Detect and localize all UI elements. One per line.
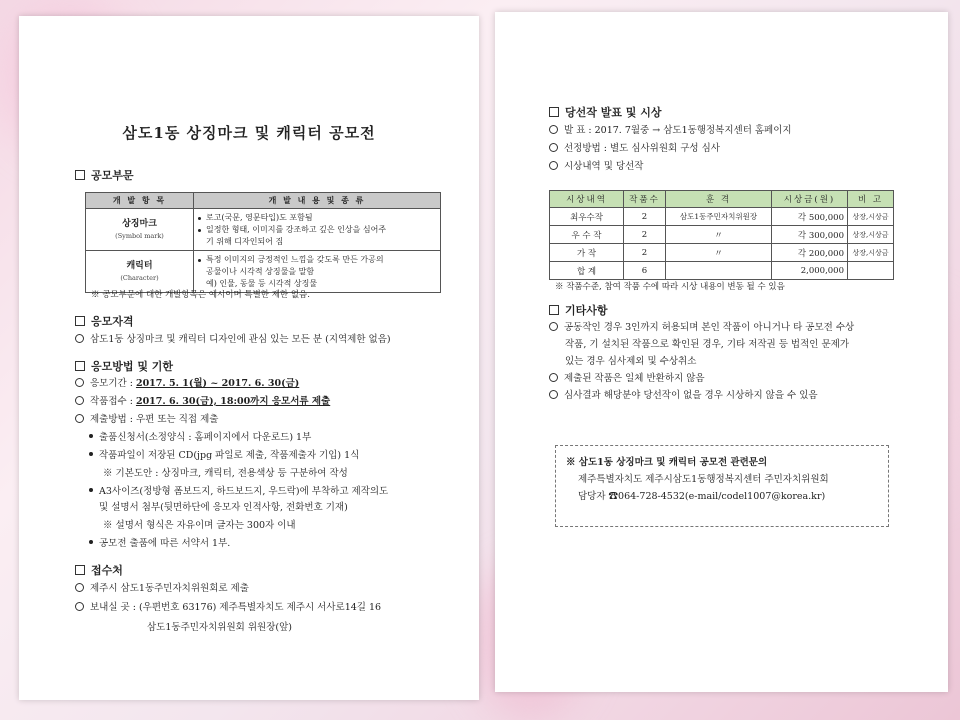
category-table	[85, 192, 441, 293]
section-header: 공모부문	[75, 167, 134, 183]
table-row: 캐릭터 (Character) 특정 이미지의 긍정적인 느낌을 갖도록 만든 가공의 공물이나 시각적 상징물을 말함 예) 인물, 동물 등 시각적 상징물	[86, 251, 441, 293]
contact-org: 제주특별자치도 제주시삼도1동행정복지센터 주민자치위원회	[578, 474, 829, 485]
table-header: 시상금(원)	[772, 191, 848, 208]
circle-bullet-icon	[75, 583, 84, 592]
note-text: ※ 작품수준, 참여 작품 수에 따라 시상 내용이 변동 될 수 있음	[555, 282, 785, 292]
circle-bullet-icon	[549, 322, 558, 331]
list-item: 삼도1동 상징마크 및 캐릭터 디자인에 관심 있는 모든 분 (지역제한 없음)	[75, 333, 391, 347]
list-item-continuation: 및 설명서 첨부(뒷면하단에 응모자 인적사항, 전화번호 기재)	[99, 502, 348, 513]
table-header: 훈 격	[666, 191, 772, 208]
list-item: 제출방법 : 우편 또는 직접 제출	[75, 413, 218, 427]
circle-bullet-icon	[549, 373, 558, 382]
circle-bullet-icon	[75, 602, 84, 611]
list-item: 제주시 삼도1동주민자치위원회로 제출	[75, 582, 249, 596]
section-header: 응모자격	[75, 313, 134, 329]
section-header: 당선작 발표 및 시상	[549, 104, 662, 120]
note-text: ※ 공모부문에 대한 개발항목은 예시이며 특별한 제한 없음.	[91, 290, 310, 300]
list-item-continuation: 작품, 기 설치된 작품으로 확인된 경우, 기타 저작권 등 법적인 문제가	[565, 339, 850, 350]
table-row: 합 계 6 2,000,000	[550, 262, 894, 280]
right-document-page	[495, 12, 948, 692]
square-bullet-icon	[75, 565, 85, 575]
contact-phone: 담당자 ☎064-728-4532(e-mail/codel1007@korea.kr)	[578, 491, 826, 502]
table-row: 상징마크 (Symbol mark) 로고(국문, 영문타입)도 포함됨 일정한 형태, 이미지를 강조하고 깊은 인상을 심어주 기 위해 디자인되어 짐	[86, 209, 441, 251]
dot-bullet-icon	[89, 540, 93, 544]
circle-bullet-icon	[75, 334, 84, 343]
note-text: ※ 설명서 형식은 자유이며 글자는 300자 이내	[103, 520, 296, 531]
circle-bullet-icon	[75, 378, 84, 387]
circle-bullet-icon	[549, 125, 558, 134]
table-header: 개 발 항 목	[86, 193, 194, 209]
section-header: 응모방법 및 기한	[75, 358, 173, 374]
table-header: 시상내역	[550, 191, 624, 208]
section-header: 접수처	[75, 562, 123, 578]
table-header: 작품수	[624, 191, 666, 208]
circle-bullet-icon	[75, 396, 84, 405]
table-header: 개 발 내 용 및 종 류	[194, 193, 441, 209]
list-item-continuation: 삼도1동주민자치위원회 위원장(앞)	[147, 622, 292, 633]
list-item: 심사결과 해당분야 당선작이 없을 경우 시상하지 않을 수 있음	[549, 389, 818, 403]
left-document-page	[19, 16, 479, 700]
square-bullet-icon	[549, 107, 559, 117]
table-row: 최우수작 2 삼도1동주민자치위원장 각 500,000 상장,시상금	[550, 208, 894, 226]
circle-bullet-icon	[549, 161, 558, 170]
list-item: 작품접수 : 2017. 6. 30(금), 18:00까지 응모서류 제출	[75, 395, 330, 409]
note-text: ※ 기본도안 : 상징마크, 캐릭터, 전용색상 등 구분하여 작성	[103, 468, 348, 479]
list-item: 공동작인 경우 3인까지 허용되며 본인 작품이 아니거나 타 공모전 수상	[549, 321, 854, 335]
table-row: 우 수 작 2 〃 각 300,000 상장,시상금	[550, 226, 894, 244]
list-item-continuation: 있는 경우 심사제외 및 수상취소	[565, 356, 697, 367]
contact-box	[555, 445, 889, 527]
dot-bullet-icon	[89, 452, 93, 456]
list-item: 선정방법 : 별도 심사위원회 구성 심사	[549, 142, 720, 156]
dot-bullet-icon	[89, 434, 93, 438]
list-item: 출품신청서(소정양식 : 홈페이지에서 다운로드) 1부	[89, 431, 311, 445]
list-item: 응모기간 : 2017. 5. 1(월) ~ 2017. 6. 30(금)	[75, 377, 299, 391]
list-item: 발 표 : 2017. 7월중 → 삼도1동행정복지센터 홈페이지	[549, 124, 792, 138]
table-row: 가 작 2 〃 각 200,000 상장,시상금	[550, 244, 894, 262]
section-header: 기타사항	[549, 302, 608, 318]
square-bullet-icon	[75, 361, 85, 371]
square-bullet-icon	[75, 316, 85, 326]
list-item: 공모전 출품에 따른 서약서 1부.	[89, 537, 230, 551]
list-item: 보내실 곳 : (우편번호 63176) 제주특별자치도 제주시 서사로14길 16	[75, 601, 381, 615]
square-bullet-icon	[549, 305, 559, 315]
dot-bullet-icon	[89, 488, 93, 492]
award-table	[549, 190, 894, 280]
table-header: 비 고	[848, 191, 894, 208]
contact-title: ※ 삼도1동 상징마크 및 캐릭터 공모전 관련문의	[566, 457, 768, 468]
circle-bullet-icon	[75, 414, 84, 423]
list-item: 제출된 작품은 일체 반환하지 않음	[549, 372, 705, 386]
list-item: A3사이즈(정방형 폼보드지, 하드보드지, 우드락)에 부착하고 제작의도	[89, 485, 388, 499]
square-bullet-icon	[75, 170, 85, 180]
list-item: 시상내역 및 당선작	[549, 160, 643, 174]
circle-bullet-icon	[549, 390, 558, 399]
list-item: 작품파일이 저장된 CD(jpg 파일로 제출, 작품제출자 기입) 1식	[89, 449, 359, 463]
document-title: 삼도1동 상징마크 및 캐릭터 공모전	[122, 124, 376, 142]
circle-bullet-icon	[549, 143, 558, 152]
